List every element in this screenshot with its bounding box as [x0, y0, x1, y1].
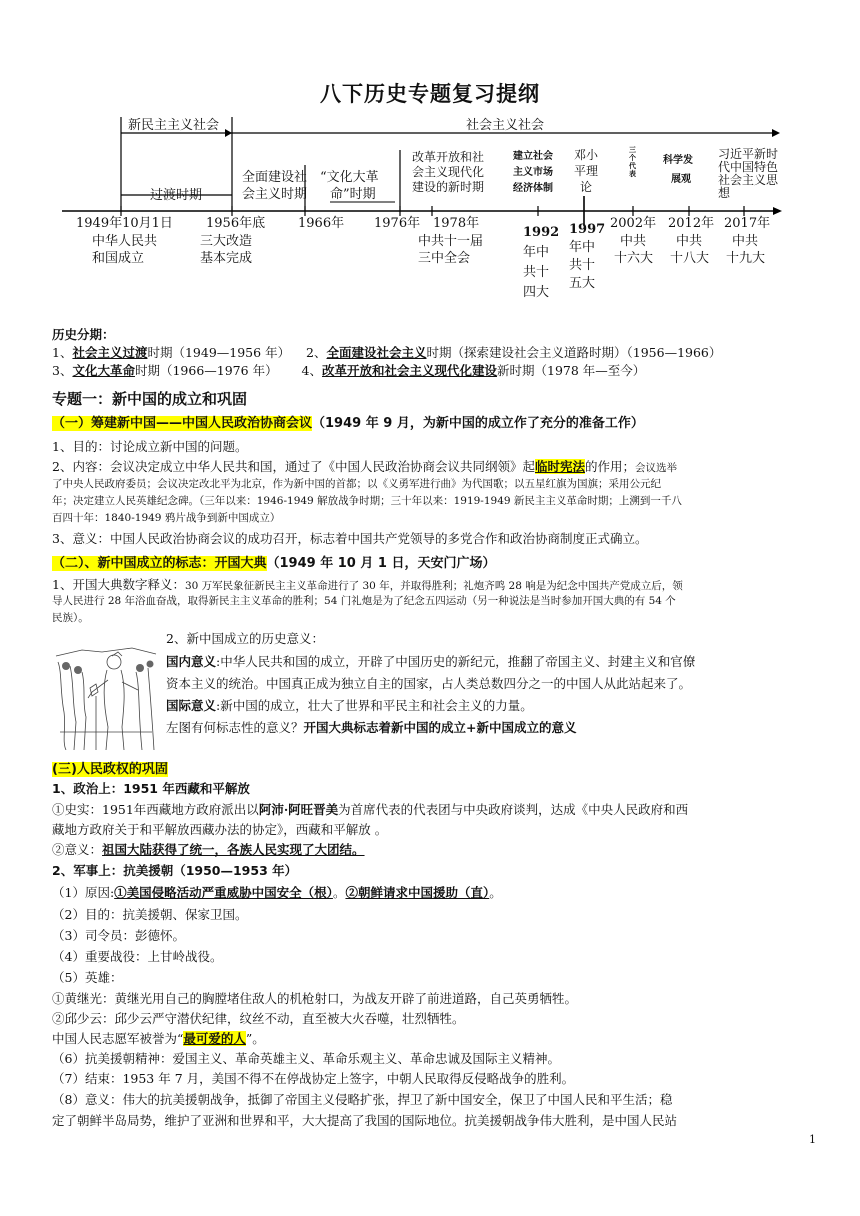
date-1949-l2: 和国成立: [92, 251, 145, 266]
period-reform-3: 建设的新时期: [412, 180, 485, 194]
s2-p1-a: 1、开国大典数字释义：: [52, 577, 185, 592]
s2-international-text: :新中国的成立，壮大了世界和平民主和社会主义的力量。: [216, 698, 533, 713]
s1-p2-line2: 了中央人民政府委员；会议决定改北平为北京，作为新中国的首都；以《义勇军进行曲》为代国歌；以五星红旗为国旗；采用公元纪: [52, 478, 661, 490]
m3: （3）司令员：彭德怀。: [52, 928, 185, 943]
three-2: 个: [629, 154, 636, 162]
m1-k2: ②朝鲜请求中国援助（直）: [345, 885, 490, 900]
date-2012-l1: 中共: [676, 234, 703, 249]
date-1956-l1: 三大改造: [200, 234, 253, 249]
date-1978-l2: 三中全会: [418, 251, 471, 266]
s2-p2: 2、新中国成立的历史意义：: [166, 631, 324, 646]
date-1992-l2: 年中: [523, 245, 550, 260]
section2-tail: （1949 年 10 月 1 日，天安门广场）: [266, 556, 496, 571]
date-2002-l1: 中共: [620, 234, 647, 249]
date-1997-l2: 年中: [569, 240, 596, 255]
deng-1: 邓小: [574, 148, 599, 162]
p4-post: 新时期（1978 年—至今）: [497, 363, 646, 378]
s1-p2-b: 的作用；: [584, 459, 635, 474]
s2-question-a: 左图有何标志性的意义？: [166, 720, 304, 735]
m1-k1: ①美国侵略活动严重威胁中国安全（根）: [114, 885, 333, 900]
section1-head: （一）筹建新中国——中国人民政治协商会议: [52, 416, 313, 431]
s1-p3: 3、意义：中国人民政治协商会议的成功召开，标志着中国共产党领导的多党合作和政治协商制度正式确立。: [52, 531, 648, 546]
topic1-title: 专题一：新中国的成立和巩固: [52, 390, 248, 408]
date-2002-l2: 十六大: [614, 251, 654, 266]
xi-2: 代中国特色: [718, 160, 779, 174]
hero-3-key: 最可爱的人: [183, 1031, 246, 1046]
s2-p1-line2: 导人民进行 28 年浴血奋战，取得新民主主义革命的胜利；54 门礼炮是为了纪念五四运动（另一种说法是当时参加开国大典的有 54 个: [52, 595, 676, 607]
p2-pre: 2、: [306, 345, 327, 360]
p1-pre: 1、: [52, 345, 73, 360]
p3-post: 时期（1966—1976 年）: [134, 363, 278, 378]
s2-question: [166, 719, 577, 736]
p4-pre: 4、: [301, 363, 322, 378]
s2-domestic-line2: 资本主义的统治。中国真正成为独立自主的国家，占人类总数四分之一的中国人从此站起来了。: [166, 676, 692, 691]
three-3: 代: [629, 162, 636, 170]
hero-3-b: ”。: [245, 1031, 265, 1046]
market-1: 建立社会: [513, 151, 553, 162]
p2-key: 全面建设社会主义: [326, 345, 427, 360]
period-new-democracy: 新民主主义社会: [128, 118, 220, 133]
s1-p1: 1、目的：讨论成立新中国的问题。: [52, 439, 248, 454]
date-2002: 2002年: [610, 216, 657, 231]
date-1992-l1: 1992: [523, 225, 560, 240]
s2-domestic-line1: :中华人民共和国的成立，开辟了中国历史的新纪元，推翻了帝国主义、封建主义和官僚: [216, 654, 696, 669]
s1-p2-line4: 百四十年：1840-1949 鸦片战争到新中国成立）: [52, 512, 281, 524]
m5: （5）英雄：: [52, 970, 123, 985]
periods-heading: 历史分期：: [52, 327, 115, 342]
s2-p1-line1: 30 万军民象征新民主主义革命进行了 30 年，并取得胜利；礼炮齐鸣 28 响是为纪念中国共产党成立后，领: [184, 580, 683, 592]
s2-domestic-key: 国内意义: [166, 654, 217, 669]
period-cultural-1: “文化大革: [320, 170, 379, 185]
page-title: 八下历史专题复习提纲: [320, 82, 540, 106]
s3-pol-p1-line2: 藏地方政府关于和平解放西藏办法的协定》，西藏和平解放 。: [52, 822, 388, 837]
section1-heading: [52, 414, 644, 433]
date-1956: 1956年底: [206, 216, 266, 231]
section1-tail: （1949 年 9 月，为新中国的成立作了充分的准备工作）: [312, 416, 644, 431]
date-1978: 1978年: [433, 216, 480, 231]
three-4: 表: [629, 170, 636, 178]
timeline-diagram: [0, 0, 860, 310]
m1-end: 。: [489, 885, 502, 900]
s2-question-b: 开国大典标志着新中国的成立+新中国成立的意义: [303, 720, 577, 735]
section2-heading: [52, 554, 495, 573]
date-1997-l1: 1997: [569, 222, 606, 237]
section2-head: （二）、新中国成立的标志：开国大典: [52, 556, 267, 571]
m1-mid: 。: [332, 885, 346, 900]
s2-international-key: 国际意义: [166, 698, 217, 713]
hero-3: [52, 1030, 812, 1047]
xi-1: 习近平新时: [718, 147, 779, 161]
date-1997-l4: 五大: [569, 276, 596, 291]
period-comprehensive-2: 会主义时期: [242, 187, 308, 202]
s2-international: [166, 697, 533, 714]
hero-3-a: 中国人民志愿军被誉为“: [52, 1031, 184, 1046]
date-1956-l2: 基本完成: [200, 251, 253, 266]
s1-p2-a: 2、内容：会议决定成立中华人民共和国，通过了《中国人民政治协商会议共同纲领》起: [52, 459, 535, 474]
period-reform-2: 会主义现代化: [412, 165, 485, 179]
m2: （2）目的：抗美援朝、保家卫国。: [52, 907, 248, 922]
section3-head: (三)人民政权的巩固: [52, 762, 168, 777]
m8-line2: 定了朝鲜半岛局势，维护了亚洲和世界和平，大大提高了我国的国际地位。抗美援朝战争伟大胜利，是中国人民站: [52, 1113, 678, 1128]
m4: （4）重要战役：上甘岭战役。: [52, 949, 223, 964]
three-1: 三: [629, 146, 636, 154]
hero-1: ①黄继光：黄继光用自己的胸膛堵住敌人的机枪射口，为战友开辟了前进道路，自己英勇牺牲。: [52, 991, 578, 1006]
s3-pol-p1-key: 阿沛·阿旺晋美: [258, 802, 339, 817]
m8-line1: （8）意义：伟大的抗美援朝战争，抵御了帝国主义侵略扩张，捍卫了新中国安全，保卫了中国人民和平生活；稳: [52, 1092, 673, 1107]
market-2: 主义市场: [513, 167, 553, 178]
period-comprehensive-1: 全面建设社: [242, 170, 308, 185]
date-1949-l1: 中华人民共: [92, 234, 158, 249]
period-cultural-2: 命”时期: [330, 187, 376, 202]
date-1978-l1: 中共十一届: [418, 234, 484, 249]
period-socialism: 社会主义社会: [466, 118, 545, 133]
section3-heading: [52, 760, 168, 779]
p3-key: 文化大革命: [72, 363, 135, 378]
date-2017: 2017年: [724, 216, 771, 231]
periods-line-1: [52, 344, 812, 361]
s3-pol-p2-a: ②意义：: [52, 842, 103, 857]
p3-pre: 3、: [52, 363, 73, 378]
hero-2: ②邱少云：邱少云严守潜伏纪律，纹丝不动，直至被大火吞噬，壮烈牺牲。: [52, 1011, 465, 1026]
market-3: 经济体制: [513, 183, 553, 194]
s1-p2-line3: 年；决定建立人民英雄纪念碑。（三年以来：1946-1949 解放战争时期；三十年以来：1919-1949 新民主主义革命时期；上溯到一千八: [52, 495, 682, 507]
s2-p1-line3: 民族）。: [52, 612, 89, 624]
sci-2: 展观: [671, 174, 691, 185]
deng-2: 平理: [574, 164, 599, 178]
p2-post: 时期（探索建设社会主义道路时期）（1956—1966）: [426, 345, 722, 360]
s1-p2-key: 临时宪法: [534, 459, 585, 474]
m7: （7）结束：1953 年 7 月，美国不得不在停战协定上签字，中朝人民取得反侵略战争的胜利。: [52, 1071, 575, 1086]
period-transition: 过渡时期: [150, 188, 203, 203]
s3-pol-p1-b: 为首席代表的代表团与中央政府谈判，达成《中央人民政府和西: [338, 802, 689, 817]
p1-post: 时期（1949—1956 年）: [147, 345, 291, 360]
s3-pol-p1-a: ①史实：1951年西藏地方政府派出以: [52, 802, 259, 817]
date-2017-l2: 十九大: [726, 251, 766, 266]
m1: [52, 884, 812, 901]
period-reform-1: 改革开放和社: [412, 150, 485, 164]
xi-3: 社会主义思: [718, 173, 779, 187]
sci-1: 科学发: [663, 155, 693, 166]
s1-p2-small: 会议选举: [635, 462, 677, 474]
xi-4: 想: [718, 186, 731, 200]
m1-a: （1）原因:: [52, 885, 115, 900]
date-1992-l3: 共十: [523, 265, 550, 280]
date-1997-l3: 共十: [569, 258, 596, 273]
p4-key: 改革开放和社会主义现代化建设: [322, 363, 498, 378]
date-2012: 2012年: [668, 216, 715, 231]
date-2017-l1: 中共: [732, 234, 759, 249]
s3-pol-p2: [52, 841, 812, 858]
s3-military: 2、军事上：抗美援朝（1950—1953 年）: [52, 863, 298, 878]
date-1976: 1976年: [374, 216, 421, 231]
s3-pol-p2-key: 祖国大陆获得了统一，各族人民实现了大团结。: [102, 842, 365, 857]
s1-p2: [52, 458, 812, 476]
s2-domestic: [166, 653, 695, 670]
founding-ceremony-image: [52, 632, 158, 750]
s3-politics: 1、政治上：1951 年西藏和平解放: [52, 781, 250, 796]
p1-key: 社会主义过渡: [72, 345, 148, 360]
m6: （6）抗美援朝精神：爱国主义、革命英雄主义、革命乐观主义、革命忠诚及国际主义精神。: [52, 1051, 560, 1066]
date-2012-l2: 十八大: [670, 251, 710, 266]
periods-line-2: [52, 362, 812, 379]
s2-p1: [52, 576, 812, 594]
s3-pol-p1: [52, 801, 812, 818]
page-number: 1: [809, 1133, 816, 1146]
date-1992-l4: 四大: [523, 285, 550, 300]
date-1966: 1966年: [298, 216, 345, 231]
deng-3: 论: [580, 180, 593, 194]
date-1949: 1949年10月1日: [76, 216, 173, 231]
